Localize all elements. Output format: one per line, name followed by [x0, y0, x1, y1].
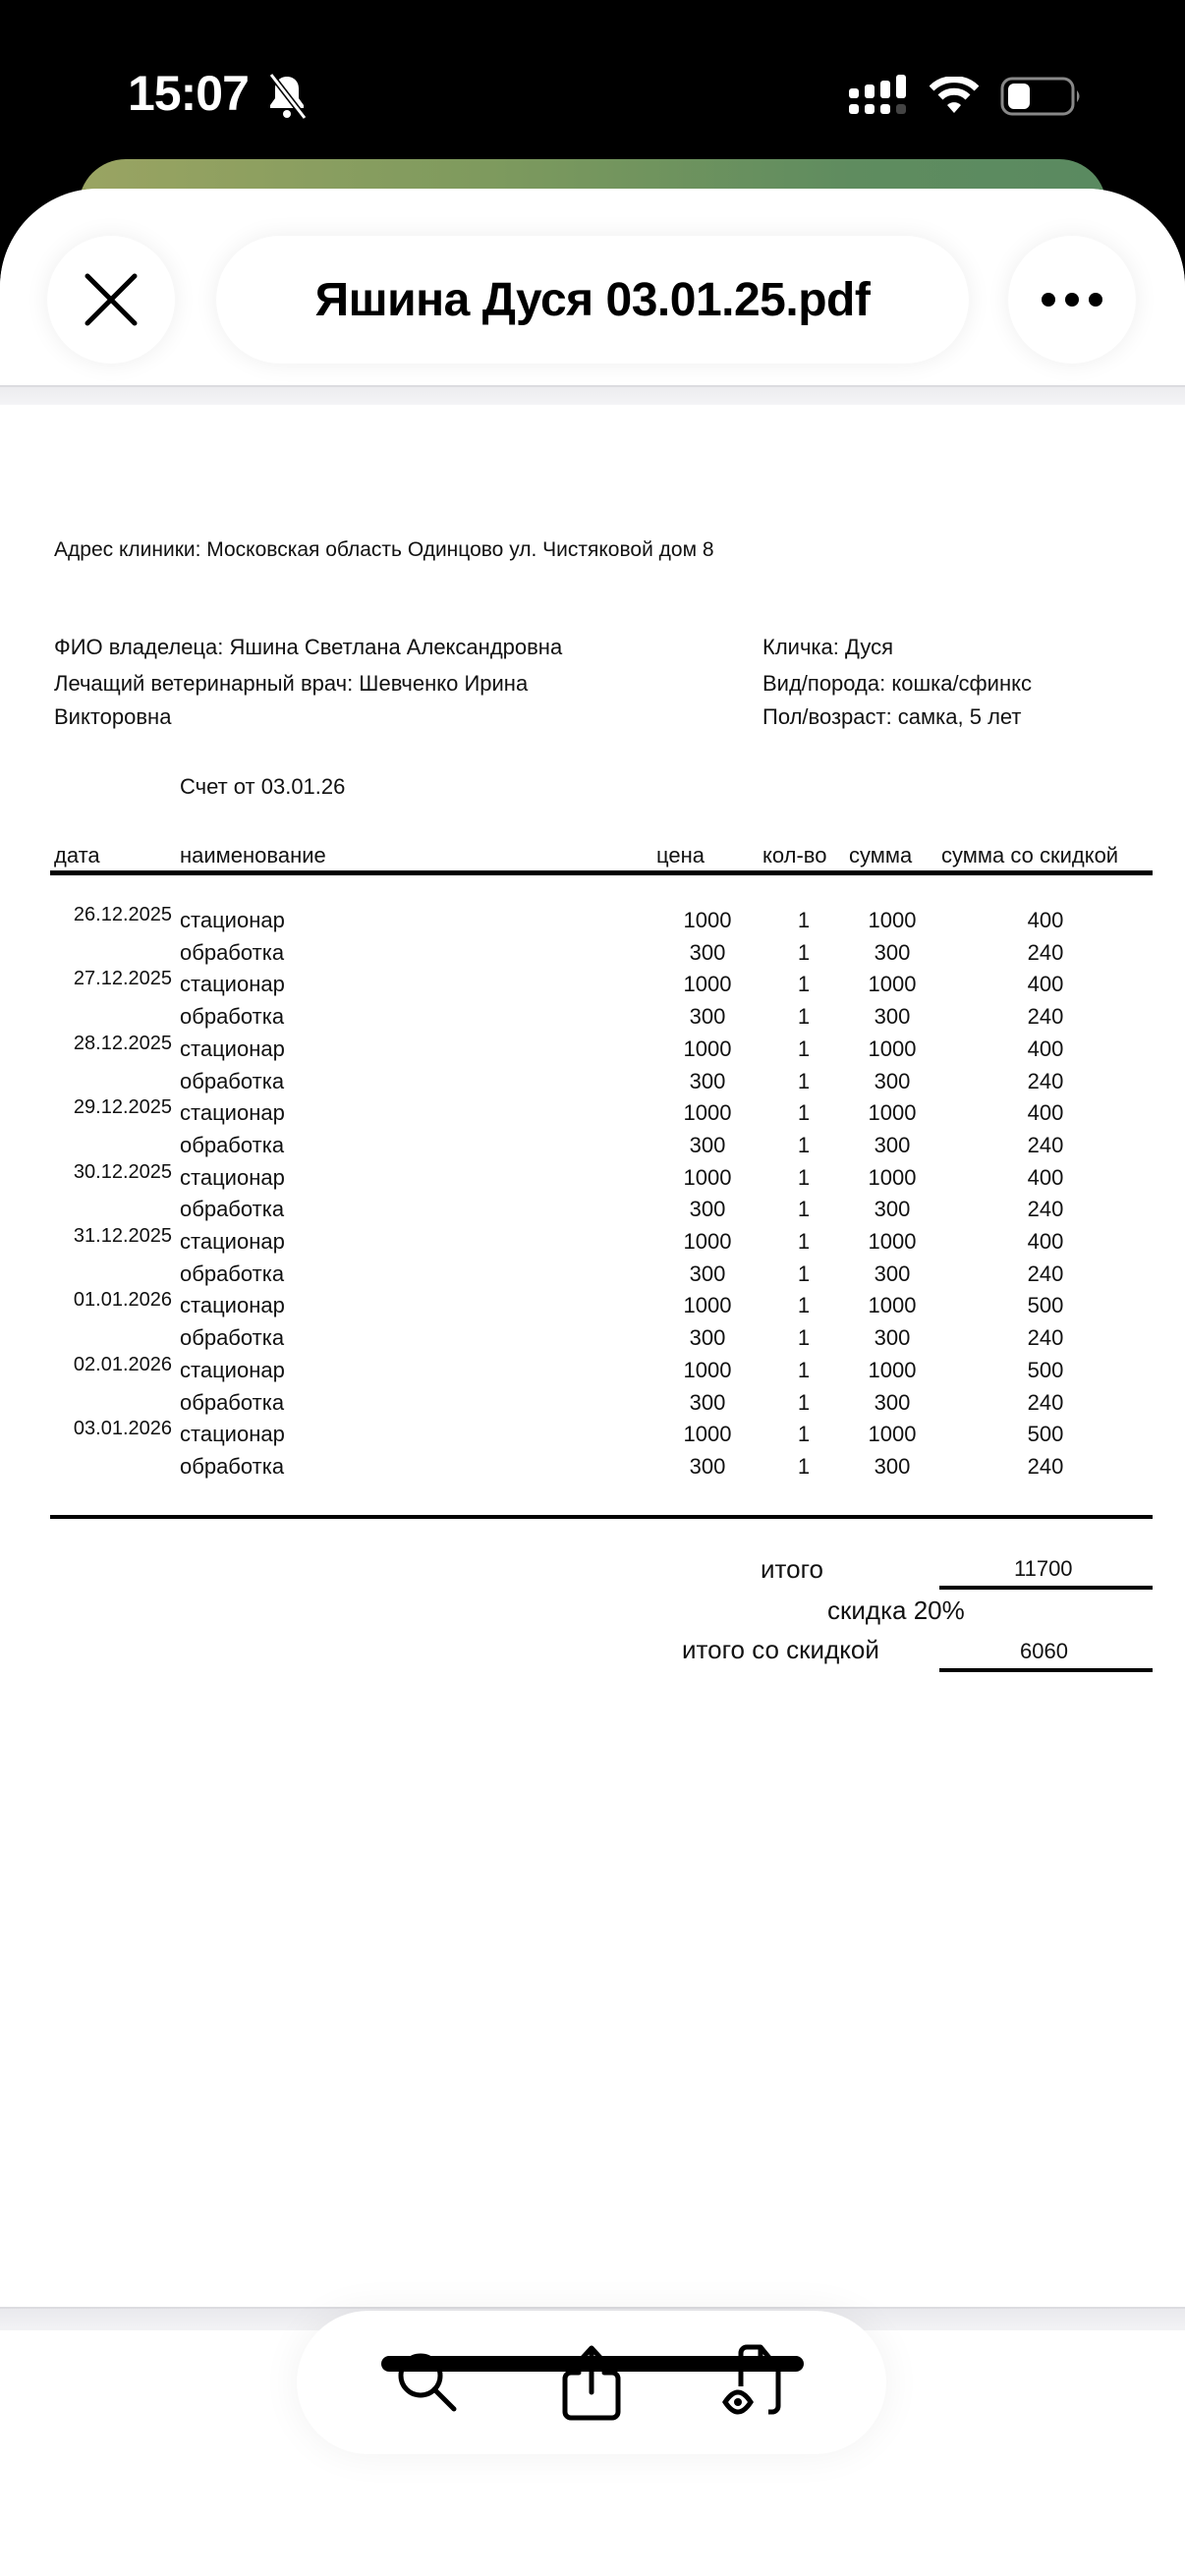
bottom-toolbar	[297, 2311, 886, 2454]
pet-species: Вид/порода: кошка/сфинкс	[762, 671, 1032, 696]
cell-price: 300	[689, 1260, 726, 1286]
cell-discounted: 240	[1027, 1260, 1064, 1286]
cell-qty: 1	[797, 908, 811, 932]
cell-discounted: 240	[1027, 1068, 1064, 1093]
cell-price: 300	[689, 939, 726, 965]
cell-sum: 300	[874, 1325, 911, 1351]
cell-discounted: 400	[1027, 1164, 1064, 1190]
cell-date: 03.01.2026	[73, 1418, 172, 1440]
cell-date: 30.12.2025	[73, 1160, 172, 1183]
cell-sum: 300	[874, 1132, 911, 1157]
cell-qty: 1	[797, 1325, 811, 1351]
cell-discounted: 240	[1027, 1453, 1064, 1479]
cell-name: стационар	[180, 1293, 285, 1318]
wifi-icon	[930, 77, 979, 114]
cell-name: обработка	[180, 1068, 285, 1093]
cell-sum: 300	[874, 1389, 911, 1415]
cell-price: 1000	[683, 1422, 732, 1447]
cell-discounted: 240	[1027, 1325, 1064, 1351]
cell-name: обработка	[180, 1389, 285, 1415]
cell-sum: 1000	[868, 1100, 917, 1126]
cell-sum: 300	[874, 1260, 911, 1286]
vet-name-line1: Лечащий ветеринарный врач: Шевченко Ирина	[54, 671, 529, 696]
header-discounted: сумма со скидкой	[941, 843, 1119, 868]
cell-discounted: 400	[1027, 1100, 1064, 1126]
cell-name: обработка	[180, 1004, 285, 1030]
cell-discounted: 500	[1027, 1422, 1064, 1447]
header-rule	[50, 870, 1153, 875]
more-button[interactable]	[1008, 236, 1136, 364]
cell-qty: 1	[797, 1260, 811, 1286]
total-discounted-value: 6060	[1020, 1639, 1068, 1663]
cell-name: обработка	[180, 1197, 285, 1222]
cell-qty: 1	[797, 1229, 811, 1254]
total-discounted-underline	[939, 1668, 1153, 1672]
cell-qty: 1	[797, 939, 811, 965]
bell-slash-icon	[265, 73, 309, 120]
cell-sum: 300	[874, 939, 911, 965]
cell-name: стационар	[180, 1422, 285, 1447]
cell-price: 1000	[683, 1293, 732, 1318]
cell-price: 300	[689, 1453, 726, 1479]
cell-discounted: 240	[1027, 1132, 1064, 1157]
cell-price: 300	[689, 1197, 726, 1222]
cell-name: стационар	[180, 1357, 285, 1382]
cell-sum: 300	[874, 1068, 911, 1093]
cell-name: стационар	[180, 1100, 285, 1126]
table-bottom-rule	[50, 1515, 1153, 1519]
cell-sum: 1000	[868, 908, 917, 932]
cell-name: стационар	[180, 908, 285, 932]
cell-sum: 300	[874, 1004, 911, 1030]
cell-date: 02.01.2026	[73, 1353, 172, 1375]
cell-qty: 1	[797, 1036, 811, 1061]
cell-price: 300	[689, 1325, 726, 1351]
home-indicator[interactable]	[381, 2356, 804, 2372]
cell-discounted: 400	[1027, 1036, 1064, 1061]
ellipsis-icon	[1041, 292, 1103, 308]
cell-discounted: 400	[1027, 1229, 1064, 1254]
cell-date: 29.12.2025	[73, 1096, 172, 1119]
close-button[interactable]	[47, 236, 175, 364]
cell-sum: 1000	[868, 1422, 917, 1447]
cell-discounted: 240	[1027, 1197, 1064, 1222]
cell-name: обработка	[180, 939, 285, 965]
cell-qty: 1	[797, 1100, 811, 1126]
search-button[interactable]	[383, 2338, 472, 2427]
cell-sum: 1000	[868, 1357, 917, 1382]
cell-discounted: 240	[1027, 939, 1064, 965]
cell-qty: 1	[797, 1357, 811, 1382]
cell-discounted: 240	[1027, 1004, 1064, 1030]
vet-name-line2: Викторовна	[54, 704, 172, 729]
cell-date: 27.12.2025	[73, 968, 172, 990]
close-icon	[84, 272, 139, 327]
document-preview-icon	[721, 2343, 790, 2422]
cell-qty: 1	[797, 1004, 811, 1030]
cell-qty: 1	[797, 1453, 811, 1479]
header-name: наименование	[180, 843, 326, 868]
cell-price: 1000	[683, 1100, 732, 1126]
nav-divider	[0, 385, 1185, 405]
cell-sum: 300	[874, 1453, 911, 1479]
cell-price: 300	[689, 1004, 726, 1030]
cell-date: 26.12.2025	[73, 904, 172, 925]
cell-price: 300	[689, 1132, 726, 1157]
document-title: Яшина Дуся 03.01.25.pdf	[314, 273, 871, 326]
cell-sum: 1000	[868, 1229, 917, 1254]
total-underline	[939, 1586, 1153, 1590]
status-time: 15:07	[128, 66, 249, 121]
cell-price: 1000	[683, 1036, 732, 1061]
cell-date: 28.12.2025	[73, 1032, 172, 1054]
cell-qty: 1	[797, 972, 811, 997]
cell-date: 31.12.2025	[73, 1225, 172, 1247]
document-preview-button[interactable]	[711, 2338, 800, 2427]
cell-price: 1000	[683, 972, 732, 997]
header-price: цена	[656, 843, 705, 868]
battery-icon	[1000, 77, 1083, 116]
cell-qty: 1	[797, 1422, 811, 1447]
cell-qty: 1	[797, 1293, 811, 1318]
header-sum: сумма	[849, 843, 913, 868]
cell-sum: 1000	[868, 972, 917, 997]
total-value: 11700	[1014, 1556, 1073, 1581]
cell-sum: 300	[874, 1197, 911, 1222]
cell-name: стационар	[180, 1229, 285, 1254]
cell-price: 300	[689, 1068, 726, 1093]
document-title-pill[interactable]	[216, 236, 969, 364]
cell-sum: 1000	[868, 1293, 917, 1318]
cellular-signal-icon	[849, 75, 908, 118]
header-date: дата	[54, 843, 100, 868]
cell-name: обработка	[180, 1325, 285, 1351]
cell-name: обработка	[180, 1453, 285, 1479]
cell-price: 1000	[683, 1229, 732, 1254]
cell-name: стационар	[180, 1036, 285, 1061]
cell-discounted: 400	[1027, 908, 1064, 932]
invoice-title: Счет от 03.01.26	[180, 774, 346, 799]
cell-name: обработка	[180, 1132, 285, 1157]
share-button[interactable]	[547, 2338, 636, 2427]
status-bar	[0, 0, 1185, 157]
cell-discounted: 400	[1027, 972, 1064, 997]
cell-discounted: 500	[1027, 1293, 1064, 1318]
cell-date: 01.01.2026	[73, 1289, 172, 1312]
pdf-page	[0, 407, 1185, 2303]
cell-qty: 1	[797, 1197, 811, 1222]
cell-discounted: 500	[1027, 1357, 1064, 1382]
cell-name: обработка	[180, 1260, 285, 1286]
cell-price: 1000	[683, 1357, 732, 1382]
cell-sum: 1000	[868, 1164, 917, 1190]
clinic-address: Адрес клиники: Московская область Одинцово ул. Чистяковой дом 8	[54, 538, 714, 561]
cell-price: 1000	[683, 908, 732, 932]
cell-price: 1000	[683, 1164, 732, 1190]
cell-price: 300	[689, 1389, 726, 1415]
cell-qty: 1	[797, 1068, 811, 1093]
cell-name: стационар	[180, 1164, 285, 1190]
discount-label: скидка 20%	[827, 1596, 965, 1625]
cell-sum: 1000	[868, 1036, 917, 1061]
total-discounted-label: итого со скидкой	[682, 1635, 879, 1664]
pet-name: Кличка: Дуся	[762, 635, 894, 659]
cell-qty: 1	[797, 1389, 811, 1415]
cell-name: стационар	[180, 972, 285, 997]
owner-name: ФИО владелеца: Яшина Светлана Александровна	[54, 635, 563, 659]
nav-bar	[0, 189, 1185, 407]
cell-discounted: 240	[1027, 1389, 1064, 1415]
total-label: итого	[761, 1554, 823, 1584]
share-icon	[557, 2343, 626, 2422]
cell-qty: 1	[797, 1132, 811, 1157]
header-qty: кол-во	[762, 843, 827, 868]
cell-qty: 1	[797, 1164, 811, 1190]
pet-sex-age: Пол/возраст: самка, 5 лет	[762, 704, 1022, 729]
